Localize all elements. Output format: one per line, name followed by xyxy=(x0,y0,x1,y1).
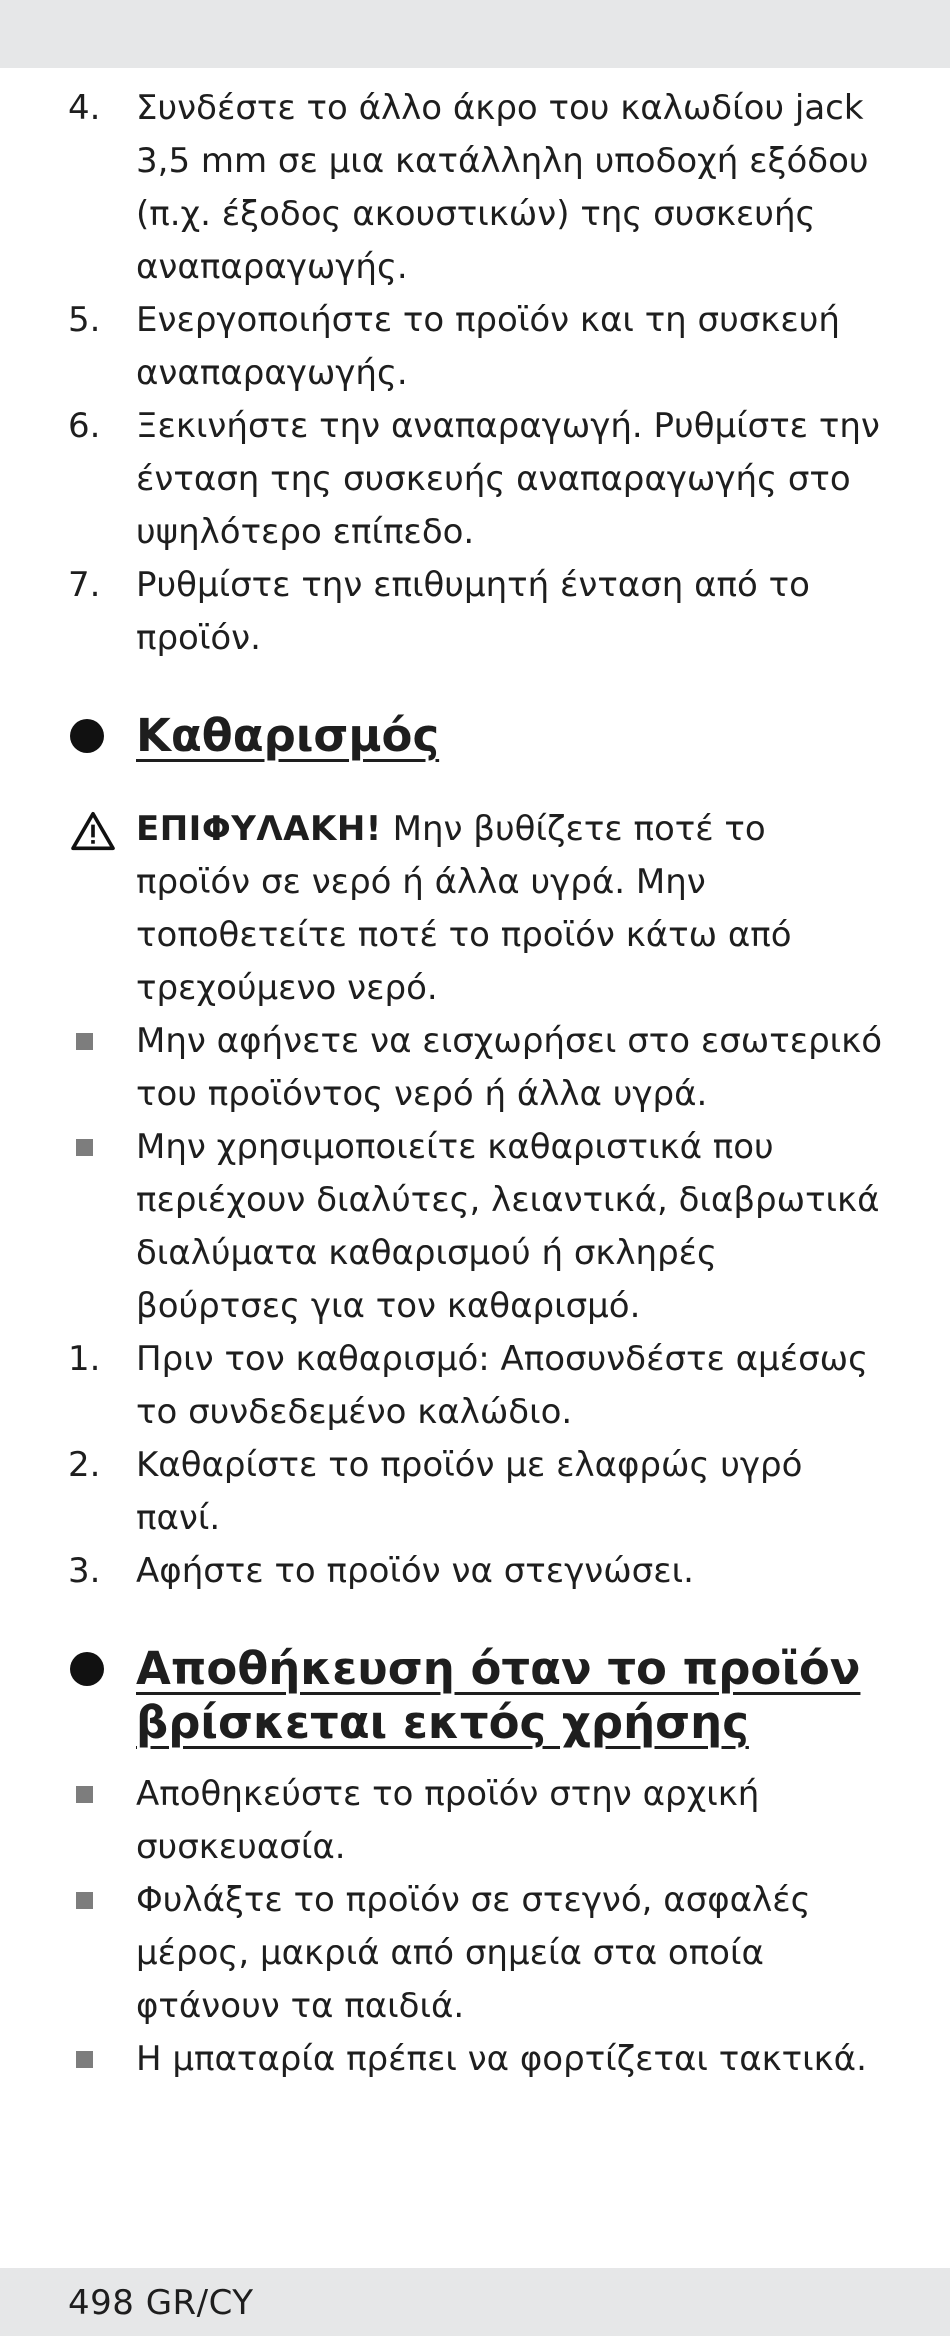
square-bullet-icon xyxy=(76,1892,93,1909)
step-item xyxy=(68,559,888,665)
step-item xyxy=(68,294,888,400)
warning-triangle-icon xyxy=(68,811,118,851)
step-number: 5. xyxy=(68,300,101,340)
page-content xyxy=(68,82,888,2086)
cleaning-heading xyxy=(68,709,888,763)
cleaning-bullet-item xyxy=(68,1015,888,1121)
step-text: Ρυθμίστε την επιθυμητή ένταση από το προϊόν. xyxy=(136,565,810,658)
step-text: Συνδέστε το άλλο άκρο του καλωδίου jack 3,5 mm σε μια κατάλληλη υποδοχή εξόδου (π.χ. έξοδος ακουστικών) της συσκευής αναπαραγωγής. xyxy=(136,88,869,287)
step-number: 1. xyxy=(68,1339,101,1379)
cleaning-heading-text: Καθαρισμός xyxy=(136,709,440,762)
step-number: 7. xyxy=(68,565,101,605)
storage-bullet-item xyxy=(68,1768,888,1874)
step-text: Καθαρίστε το προϊόν με ελαφρώς υγρό πανί. xyxy=(136,1445,803,1538)
step-number: 3. xyxy=(68,1551,101,1591)
cleaning-step-item xyxy=(68,1439,888,1545)
page-number: 498 GR/CY xyxy=(68,2283,254,2323)
step-text: Αφήστε το προϊόν να στεγνώσει. xyxy=(136,1551,694,1591)
step-text: Πριν τον καθαρισμό: Αποσυνδέστε αμέσως το συνδεδεμένο καλώδιο. xyxy=(136,1339,869,1432)
storage-heading xyxy=(68,1642,888,1750)
caution-text: Μην βυθίζετε ποτέ το προϊόν σε νερό ή άλλα υγρά. Μην τοποθετείτε ποτέ το προϊόν κάτω από τρεχούμενο νερό. xyxy=(136,809,792,1008)
bullet-dot-icon xyxy=(70,1652,104,1686)
step-item xyxy=(68,400,888,559)
storage-bullet-item xyxy=(68,2033,888,2086)
step-text: Ξεκινήστε την αναπαραγωγή. Ρυθμίστε την ένταση της συσκευής αναπαραγωγής στο υψηλότερο επίπεδο. xyxy=(136,406,880,552)
step-text: Ενεργοποιήστε το προϊόν και τη συσκευή αναπαραγωγής. xyxy=(136,300,840,393)
instruction-steps-top xyxy=(68,82,888,665)
bullet-text: Φυλάξτε το προϊόν σε στεγνό, ασφαλές μέρος, μακριά από σημεία στα οποία φτάνουν τα παιδιά. xyxy=(136,1880,811,2026)
header-band xyxy=(0,0,950,68)
caution-notice xyxy=(68,803,888,1015)
storage-bullet-item xyxy=(68,1874,888,2033)
step-number: 6. xyxy=(68,406,101,446)
step-number: 2. xyxy=(68,1445,101,1485)
bullet-text: Αποθηκεύστε το προϊόν στην αρχική συσκευασία. xyxy=(136,1774,760,1867)
storage-heading-text: Αποθήκευση όταν το προϊόν βρίσκεται εκτός χρήσης xyxy=(136,1642,861,1749)
cleaning-bullet-item xyxy=(68,1121,888,1333)
step-item xyxy=(68,82,888,294)
square-bullet-icon xyxy=(76,2051,93,2068)
cleaning-step-item xyxy=(68,1545,888,1598)
cleaning-step-item xyxy=(68,1333,888,1439)
bullet-dot-icon xyxy=(70,719,104,753)
square-bullet-icon xyxy=(76,1139,93,1156)
square-bullet-icon xyxy=(76,1786,93,1803)
caution-label: ΕΠΙΦΥΛΑΚΗ! xyxy=(136,809,382,849)
bullet-text: Η μπαταρία πρέπει να φορτίζεται τακτικά. xyxy=(136,2039,867,2079)
square-bullet-icon xyxy=(76,1033,93,1050)
bullet-text: Μην χρησιμοποιείτε καθαριστικά που περιέχουν διαλύτες, λειαντικά, διαβρωτικά διαλύματα καθαρισμού ή σκληρές βούρτσες για τον καθαρισμό. xyxy=(136,1127,880,1326)
bullet-text: Μην αφήνετε να εισχωρήσει στο εσωτερικό του προϊόντος νερό ή άλλα υγρά. xyxy=(136,1021,883,1114)
step-number: 4. xyxy=(68,88,101,128)
